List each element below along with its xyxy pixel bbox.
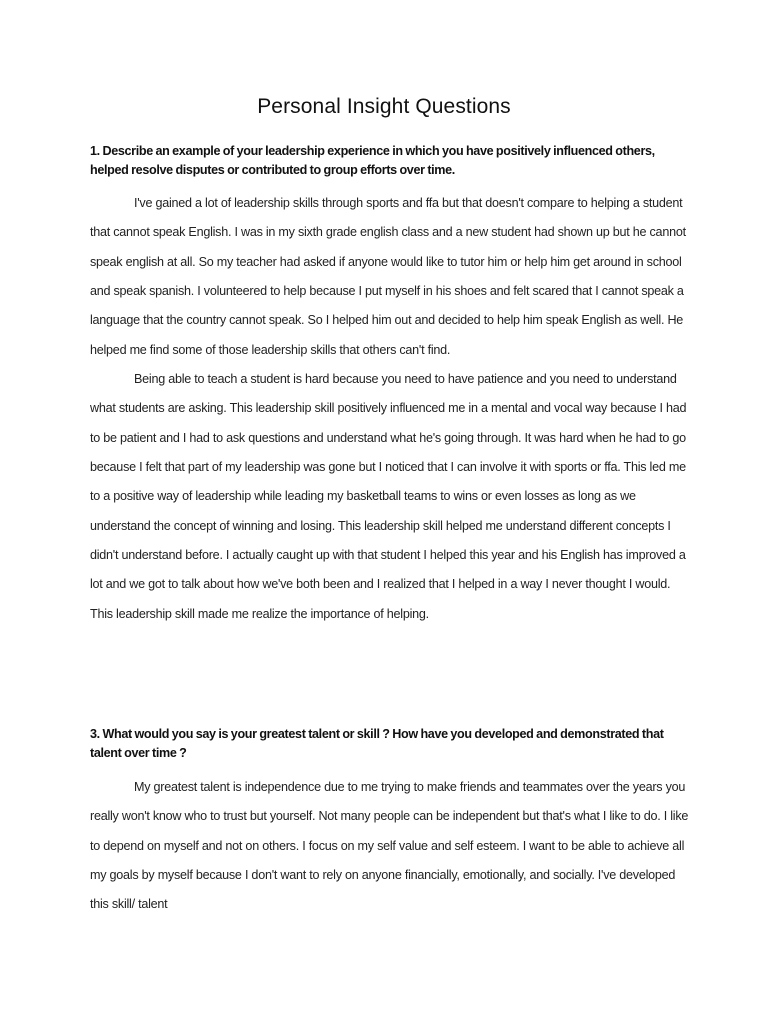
answer-1-paragraph-2: Being able to teach a student is hard because you need to have patience and you need to understand what students are asking. This leadership skill positively influenced me in a mental and vocal way because I had to be patient and I had to ask questions and understand what he's going through. It was hard when he had to go because I felt that part of my leadership was gone but I noticed that I can involve it with sports or ffa. This led me to a positive way of leadership while leading my basketball teams to wins or even losses as long as we understand the concept of winning and losing. This leadership skill helped me understand different concepts I didn't understand before. I actually caught up with that student I helped this year and his English has improved a lot and we got to talk about how we've both been and I realized that I helped in a way I never thought I would. This leadership skill made me realize the importance of helping. xyxy=(90,372,687,621)
answer-3 xyxy=(90,773,690,920)
page-title: Personal Insight Questions xyxy=(257,95,511,118)
question-1: 1. Describe an example of your leadership experience in which you have positively influenced others, helped resolve disputes or contributed to group efforts over time. xyxy=(90,144,655,177)
answer-1-paragraph-1: I've gained a lot of leadership skills through sports and ffa but that doesn't compare to helping a student that cannot speak English. I was in my sixth grade english class and a new student had shown up but he cannot speak english at all. So my teacher had asked if anyone would like to tutor him or help him get around in school and speak spanish. I volunteered to help because I put myself in his shoes and felt scared that I cannot speak a language that the country cannot speak. So I helped him out and decided to help him speak English as well. He helped me find some of those leadership skills that others can't find. xyxy=(90,196,686,357)
question-3: 3. What would you say is your greatest talent or skill ? How have you developed and demonstrated that talent over time ? xyxy=(90,727,664,760)
answer-1 xyxy=(90,189,690,629)
answer-3-paragraph-1: My greatest talent is independence due to me trying to make friends and teammates over the years you really won't know who to trust but yourself. Not many people can be independent but that's what I like to do. I like to depend on myself and not on others. I focus on my self value and self esteem. I want to be able to achieve all my goals by myself because I don't want to rely on anyone financially, emotionally, and socially. I've developed this skill/ talent xyxy=(90,780,689,912)
